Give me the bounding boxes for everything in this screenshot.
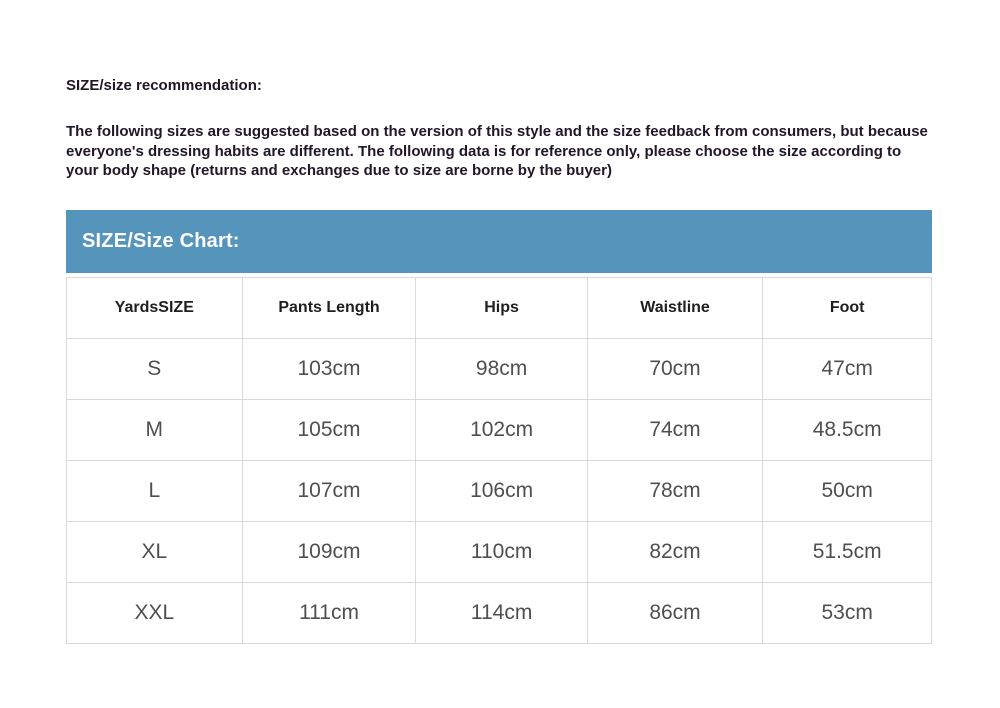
foot-cell: 51.5cm: [763, 521, 932, 582]
table-row-l: [67, 460, 932, 521]
table-header-row: [67, 277, 932, 338]
size-chart-title-bar: [66, 210, 932, 273]
waistline-cell: 78cm: [587, 460, 763, 521]
pants-length-cell: 109cm: [242, 521, 416, 582]
size-label-cell: S: [67, 338, 243, 399]
column-header-waistline: Waistline: [587, 277, 763, 338]
column-header-pants-length: Pants Length: [242, 277, 416, 338]
hips-cell: 114cm: [416, 582, 587, 643]
waistline-cell: 86cm: [587, 582, 763, 643]
pants-length-cell: 103cm: [242, 338, 416, 399]
pants-length-cell: 107cm: [242, 460, 416, 521]
foot-cell: 47cm: [763, 338, 932, 399]
hips-cell: 98cm: [416, 338, 587, 399]
table-row-xl: [67, 521, 932, 582]
hips-cell: 110cm: [416, 521, 587, 582]
hips-cell: 102cm: [416, 399, 587, 460]
size-chart-table: [66, 277, 932, 644]
column-header-yardssize: YardsSIZE: [67, 277, 243, 338]
size-label-cell: L: [67, 460, 243, 521]
waistline-cell: 82cm: [587, 521, 763, 582]
pants-length-cell: 105cm: [242, 399, 416, 460]
foot-cell: 53cm: [763, 582, 932, 643]
size-chart-title: SIZE/Size Chart:: [82, 229, 240, 252]
size-label-cell: M: [67, 399, 243, 460]
table-row-xxl: [67, 582, 932, 643]
waistline-cell: 70cm: [587, 338, 763, 399]
table-row-s: [67, 338, 932, 399]
size-label-cell: XXL: [67, 582, 243, 643]
column-header-hips: Hips: [416, 277, 587, 338]
size-recommendation-text: The following sizes are suggested based on the version of this style and the size feedback from consumers, but because everyone's dressing habits are different. The following data is for reference only, please choose the size according to your body shape (returns and exchanges due to size are borne by the buyer): [66, 123, 928, 179]
size-label-cell: XL: [67, 521, 243, 582]
size-recommendation-heading: SIZE/size recommendation:: [66, 77, 262, 94]
waistline-cell: 74cm: [587, 399, 763, 460]
column-header-foot: Foot: [763, 277, 932, 338]
table-row-m: [67, 399, 932, 460]
foot-cell: 48.5cm: [763, 399, 932, 460]
hips-cell: 106cm: [416, 460, 587, 521]
foot-cell: 50cm: [763, 460, 932, 521]
pants-length-cell: 111cm: [242, 582, 416, 643]
